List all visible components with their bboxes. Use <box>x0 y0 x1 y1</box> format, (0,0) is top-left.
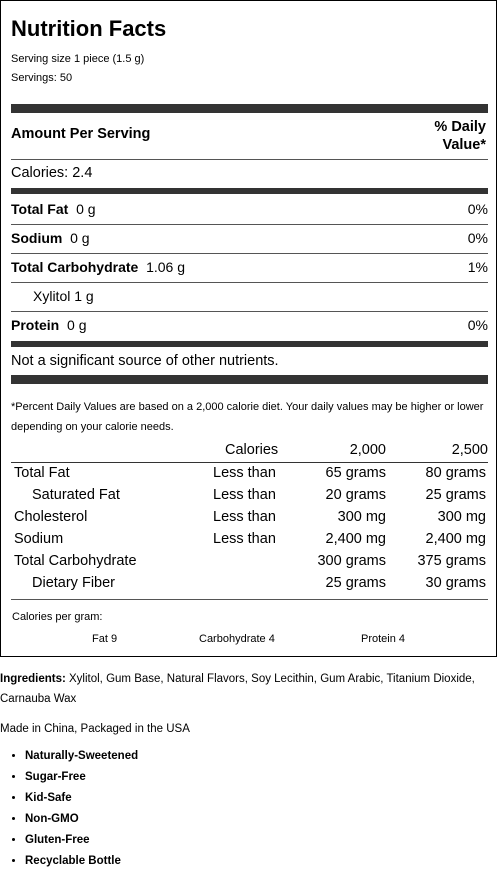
nutrient-dv: 0% <box>467 230 488 246</box>
divider <box>11 311 488 312</box>
dv-row-value-2500: 375 grams <box>417 553 486 569</box>
daily-value-line1: % Daily <box>434 119 486 135</box>
dv-row-value-2500: 25 grams <box>425 487 486 503</box>
dv-row-qualifier: Less than <box>213 531 276 547</box>
dv-row-name: Dietary Fiber <box>32 575 115 591</box>
nutrient-name: Sodium <box>11 230 63 246</box>
nutrient-amount: 0 g <box>70 230 90 246</box>
dv-row-value-2500: 80 grams <box>425 465 486 481</box>
dv-table-header-2500: 2,500 <box>451 442 488 458</box>
cpg-carbohydrate: Carbohydrate 4 <box>199 633 275 645</box>
thick-divider <box>11 375 488 384</box>
dv-table-header-2000: 2,000 <box>349 442 386 458</box>
dv-row-name: Total Fat <box>14 465 70 481</box>
nutrient-dv: 0% <box>467 317 488 333</box>
dv-table-rule <box>11 462 488 463</box>
dv-row-value-2000: 25 grams <box>325 575 386 591</box>
daily-value-line2: Value* <box>442 137 486 153</box>
dv-row-name: Cholesterol <box>14 509 88 525</box>
dv-row-qualifier: Less than <box>213 509 276 525</box>
dv-table-header-calories: Calories <box>225 442 279 458</box>
dv-row-value-2500: 300 mg <box>437 509 486 525</box>
nutrient-dv: 1% <box>467 259 488 275</box>
sub-nutrient-name: Xylitol 1 g <box>33 288 94 304</box>
feature-item: • Gluten-Free <box>25 830 138 851</box>
serving-size: Serving size 1 piece (1.5 g) <box>11 53 145 65</box>
footnote: *Percent Daily Values are based on a 2,000 calorie diet. Your daily values may be higher or lower depending on your calorie needs. <box>11 401 484 433</box>
nutrient-name: Total Carbohydrate <box>11 259 139 275</box>
medium-divider <box>11 341 488 347</box>
nutrient-amount: 0 g <box>67 317 87 333</box>
ingredients-label: Ingredients: <box>0 673 66 685</box>
divider <box>11 224 488 225</box>
nutrient-dv: 0% <box>467 201 488 217</box>
nutrient-amount: 0 g <box>76 201 96 217</box>
nutrient-amount: 1.06 g <box>146 259 186 275</box>
dv-row-value-2000: 20 grams <box>325 487 386 503</box>
divider <box>11 599 488 600</box>
dv-row-value-2000: 300 grams <box>317 553 386 569</box>
dv-row-qualifier: Less than <box>213 465 276 481</box>
calories-text: Calories: 2.4 <box>11 165 93 181</box>
servings-count: Servings: 50 <box>11 72 73 84</box>
dv-row-name: Total Carbohydrate <box>14 553 137 569</box>
feature-item: • Recyclable Bottle <box>25 851 138 872</box>
medium-divider <box>11 188 488 194</box>
daily-value-heading <box>366 118 486 154</box>
dv-row-name: Saturated Fat <box>32 487 120 503</box>
feature-item: • Sugar-Free <box>25 767 138 788</box>
cpg-fat: Fat 9 <box>92 633 118 645</box>
calories-per-gram-label: Calories per gram: <box>12 611 103 623</box>
not-significant-text: Not a significant source of other nutrients. <box>11 353 279 369</box>
ingredients-text: Xylitol, Gum Base, Natural Flavors, Soy Lecithin, Gum Arabic, Titanium Dioxide, Carnauba Wax <box>0 673 475 705</box>
dv-row-value-2000: 2,400 mg <box>325 531 386 547</box>
nutrient-name: Total Fat <box>11 201 69 217</box>
amount-per-serving-heading: Amount Per Serving <box>11 126 151 142</box>
dv-row-name: Sodium <box>14 531 64 547</box>
dv-row-value-2500: 2,400 mg <box>425 531 486 547</box>
dv-row-qualifier: Less than <box>213 487 276 503</box>
feature-item: • Non-GMO <box>25 809 138 830</box>
label-title: Nutrition Facts <box>11 16 167 41</box>
thick-divider <box>11 104 488 113</box>
nutrient-name: Protein <box>11 317 60 333</box>
dv-row-value-2500: 30 grams <box>425 575 486 591</box>
divider <box>11 282 488 283</box>
feature-item: • Kid-Safe <box>25 788 138 809</box>
ingredients-paragraph <box>0 669 499 709</box>
origin-text: Made in China, Packaged in the USA <box>0 723 190 735</box>
feature-list <box>7 746 138 872</box>
divider <box>11 253 488 254</box>
dv-row-value-2000: 300 mg <box>337 509 386 525</box>
dv-row-value-2000: 65 grams <box>325 465 386 481</box>
divider <box>11 159 488 160</box>
feature-item: • Naturally-Sweetened <box>25 746 138 767</box>
cpg-protein: Protein 4 <box>361 633 406 645</box>
